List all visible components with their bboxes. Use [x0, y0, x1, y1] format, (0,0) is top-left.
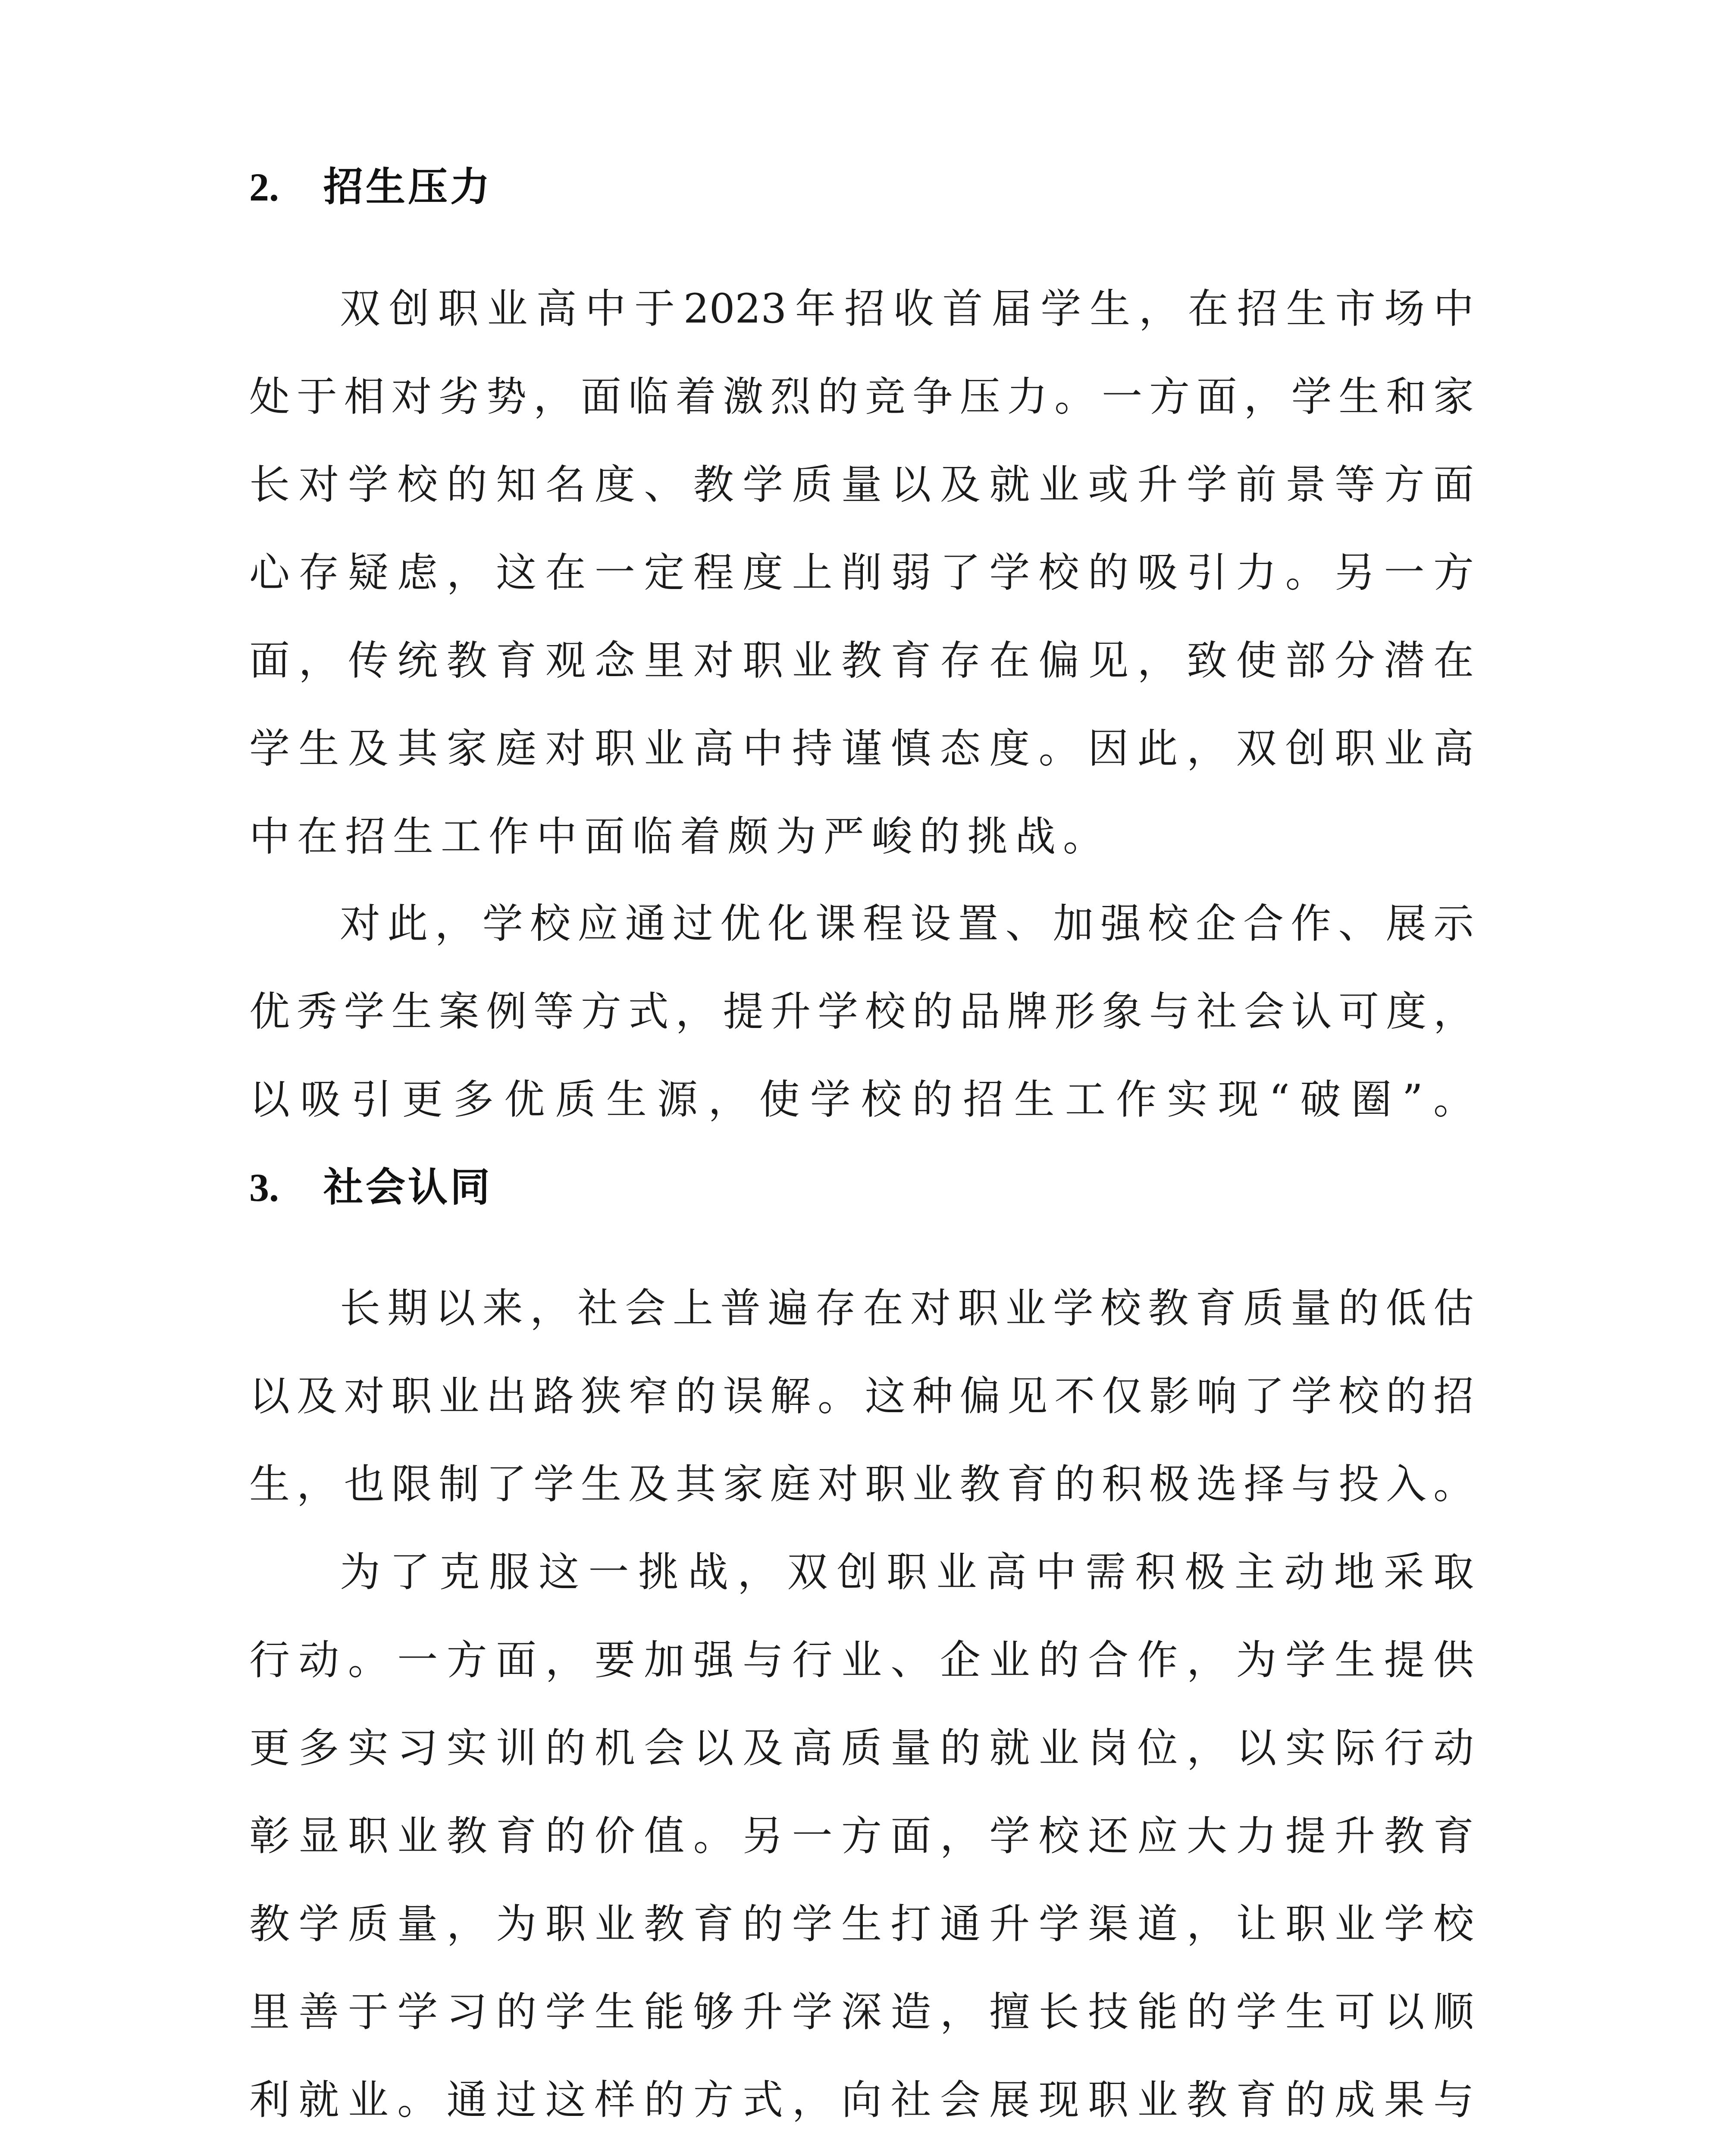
- paragraph-line: 双创职业高中于2023年招收首届学生，在招生市场中: [340, 285, 1474, 332]
- section-title: 社会认同: [323, 1164, 493, 1210]
- paragraph-line: 里善于学习的学生能够升学深造，擅长技能的学生可以顺: [249, 1989, 1474, 2036]
- paragraph-line: 教学质量，为职业教育的学生打通升学渠道，让职业学校: [249, 1901, 1474, 1948]
- paragraph-line: 以吸引更多优质生源，使学校的招生工作实现“破圈”。: [249, 1076, 1474, 1123]
- section-heading-3: [249, 1164, 493, 1210]
- paragraph-line: 长对学校的知名度、教学质量以及就业或升学前景等方面: [249, 461, 1474, 508]
- paragraph-line: 为了克服这一挑战，双创职业高中需积极主动地采取: [340, 1549, 1474, 1596]
- paragraph-line: 心存疑虑，这在一定程度上削弱了学校的吸引力。另一方: [249, 549, 1474, 596]
- section-title: 招生压力: [323, 164, 493, 210]
- paragraph-line: 更多实习实训的机会以及高质量的就业岗位，以实际行动: [249, 1725, 1474, 1772]
- paragraph-line: 学生及其家庭对职业高中持谨慎态度。因此，双创职业高: [249, 725, 1474, 772]
- paragraph-line: 行动。一方面，要加强与行业、企业的合作，为学生提供: [249, 1637, 1474, 1684]
- paragraph-line: 优秀学生案例等方式，提升学校的品牌形象与社会认可度，: [249, 988, 1474, 1035]
- paragraph-line: 利就业。通过这样的方式，向社会展现职业教育的成果与: [249, 2077, 1474, 2124]
- section-heading-2: [249, 164, 493, 210]
- paragraph-line: 面，传统教育观念里对职业教育存在偏见，致使部分潜在: [249, 637, 1474, 684]
- paragraph-line: 对此，学校应通过优化课程设置、加强校企合作、展示: [340, 900, 1474, 947]
- section-number: 3.: [249, 1166, 279, 1210]
- paragraph-line: 彰显职业教育的价值。另一方面，学校还应大力提升教育: [249, 1813, 1474, 1860]
- section-number: 2.: [249, 165, 279, 209]
- paragraph-line: 处于相对劣势，面临着激烈的竞争压力。一方面，学生和家: [249, 373, 1474, 420]
- paragraph-line: 长期以来，社会上普遍存在对职业学校教育质量的低估: [340, 1285, 1474, 1332]
- paragraph-line: 中在招生工作中面临着颇为严峻的挑战。: [249, 813, 1111, 860]
- paragraph-line: 以及对职业出路狭窄的误解。这种偏见不仅影响了学校的招: [249, 1373, 1474, 1420]
- paragraph-line: 生，也限制了学生及其家庭对职业教育的积极选择与投入。: [249, 1461, 1474, 1508]
